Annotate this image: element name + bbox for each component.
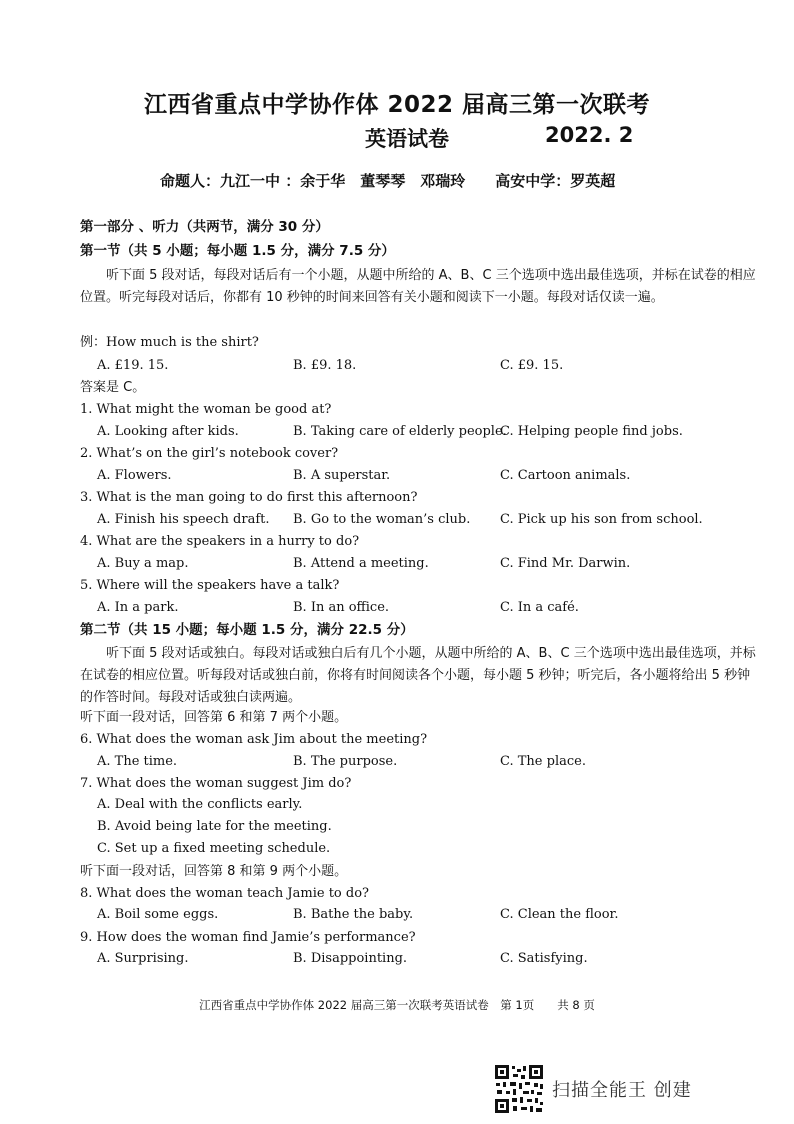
q4-option-c: C. Find Mr. Darwin.: [500, 556, 631, 571]
q6-option-c: C. The place.: [500, 754, 586, 769]
q9-option-c: C. Satisfying.: [500, 951, 588, 966]
example-option-b: B. £9. 18.: [293, 358, 357, 373]
exam-subtitle: [365, 123, 634, 153]
q1-option-c: C. Helping people find jobs.: [500, 424, 683, 439]
q1-option-a: A. Looking after kids.: [97, 424, 239, 439]
question-6: 6. What does the woman ask Jim about the meeting?: [80, 732, 428, 747]
question-4: 4. What are the speakers in a hurry to do?: [80, 534, 360, 549]
prompt-6-7: 听下面一段对话，回答第 6 和第 7 两个小题。: [80, 710, 348, 725]
question-9: 9. How does the woman find Jamie’s performance?: [80, 930, 416, 945]
q3-option-b: B. Go to the woman’s club.: [293, 512, 471, 527]
example-question: 例：How much is the shirt?: [80, 335, 259, 350]
authors-line: 命题人：九江一中 ：余于华 董琴琴 邓瑞玲 高安中学：罗英超: [160, 172, 616, 190]
q1-option-b: B. Taking care of elderly people.: [293, 424, 507, 439]
question-2: 2. What’s on the girl’s notebook cover?: [80, 446, 339, 461]
q8-option-a: A. Boil some eggs.: [97, 907, 219, 922]
section1-instructions: 听下面 5 段对话，每段对话后有一个小题，从题中所给的 A、B、C 三个选项中选出最佳选项，并标在试卷的相应位置。听完每段对话后，你都有 10 秒钟的时间来回答有关小题和阅读下一小题。每段对话仅读一遍。: [80, 268, 756, 305]
q5-option-a: A. In a park.: [97, 600, 179, 615]
question-7: 7. What does the woman suggest Jim do?: [80, 776, 352, 791]
q7-option-c: C. Set up a fixed meeting schedule.: [97, 841, 331, 856]
part1-heading: 第一部分 、听力（共两节，满分 30 分）: [80, 219, 329, 235]
q9-option-b: B. Disappointing.: [293, 951, 408, 966]
section2-heading: 第二节（共 15 小题；每小题 1.5 分，满分 22.5 分）: [80, 622, 414, 638]
example-option-c: C. £9. 15.: [500, 358, 564, 373]
q4-option-a: A. Buy a map.: [97, 556, 189, 571]
scanner-label: 扫描全能王 创建: [552, 1080, 692, 1101]
section1-heading: 第一节（共 5 小题；每小题 1.5 分，满分 7.5 分）: [80, 243, 395, 259]
question-8: 8. What does the woman teach Jamie to do?: [80, 886, 370, 901]
q9-option-a: A. Surprising.: [97, 951, 189, 966]
qr-code-icon: [494, 1064, 544, 1114]
q7-option-b: B. Avoid being late for the meeting.: [97, 819, 332, 834]
scanner-watermark: [494, 1064, 692, 1114]
q7-option-a: A. Deal with the conflicts early.: [97, 797, 303, 812]
q6-option-b: B. The purpose.: [293, 754, 398, 769]
q6-option-a: A. The time.: [97, 754, 178, 769]
exam-date: 2022. 2: [545, 123, 634, 147]
example-answer: 答案是 C。: [80, 380, 146, 395]
prompt-8-9: 听下面一段对话，回答第 8 和第 9 两个小题。: [80, 864, 348, 879]
q3-option-c: C. Pick up his son from school.: [500, 512, 703, 527]
q5-option-c: C. In a café.: [500, 600, 579, 615]
page-footer: 江西省重点中学协作体 2022 届高三第一次联考英语试卷 第 1页 共 8 页: [199, 998, 595, 1012]
q3-option-a: A. Finish his speech draft.: [97, 512, 270, 527]
q2-option-c: C. Cartoon animals.: [500, 468, 631, 483]
q5-option-b: B. In an office.: [293, 600, 390, 615]
q2-option-a: A. Flowers.: [97, 468, 172, 483]
subject-label: 英语试卷: [365, 127, 449, 151]
question-3: 3. What is the man going to do first this afternoon?: [80, 490, 418, 505]
q4-option-b: B. Attend a meeting.: [293, 556, 429, 571]
question-1: 1. What might the woman be good at?: [80, 402, 332, 417]
question-5: 5. Where will the speakers have a talk?: [80, 578, 340, 593]
exam-title: 江西省重点中学协作体 2022 届高三第一次联考: [143, 92, 651, 118]
q8-option-c: C. Clean the floor.: [500, 907, 619, 922]
section2-instructions: 听下面 5 段对话或独白。每段对话或独白后有几个小题，从题中所给的 A、B、C 三个选项中选出最佳选项，并标在试卷的相应位置。听每段对话或独白前，你将有时间阅读各个小题，每小题 5 秒钟；听完后，各小题将给出 5 秒钟的作答时间。每段对话或独白读两遍。: [80, 646, 756, 705]
q8-option-b: B. Bathe the baby.: [293, 907, 414, 922]
q2-option-b: B. A superstar.: [293, 468, 391, 483]
example-option-a: A. £19. 15.: [97, 358, 169, 373]
